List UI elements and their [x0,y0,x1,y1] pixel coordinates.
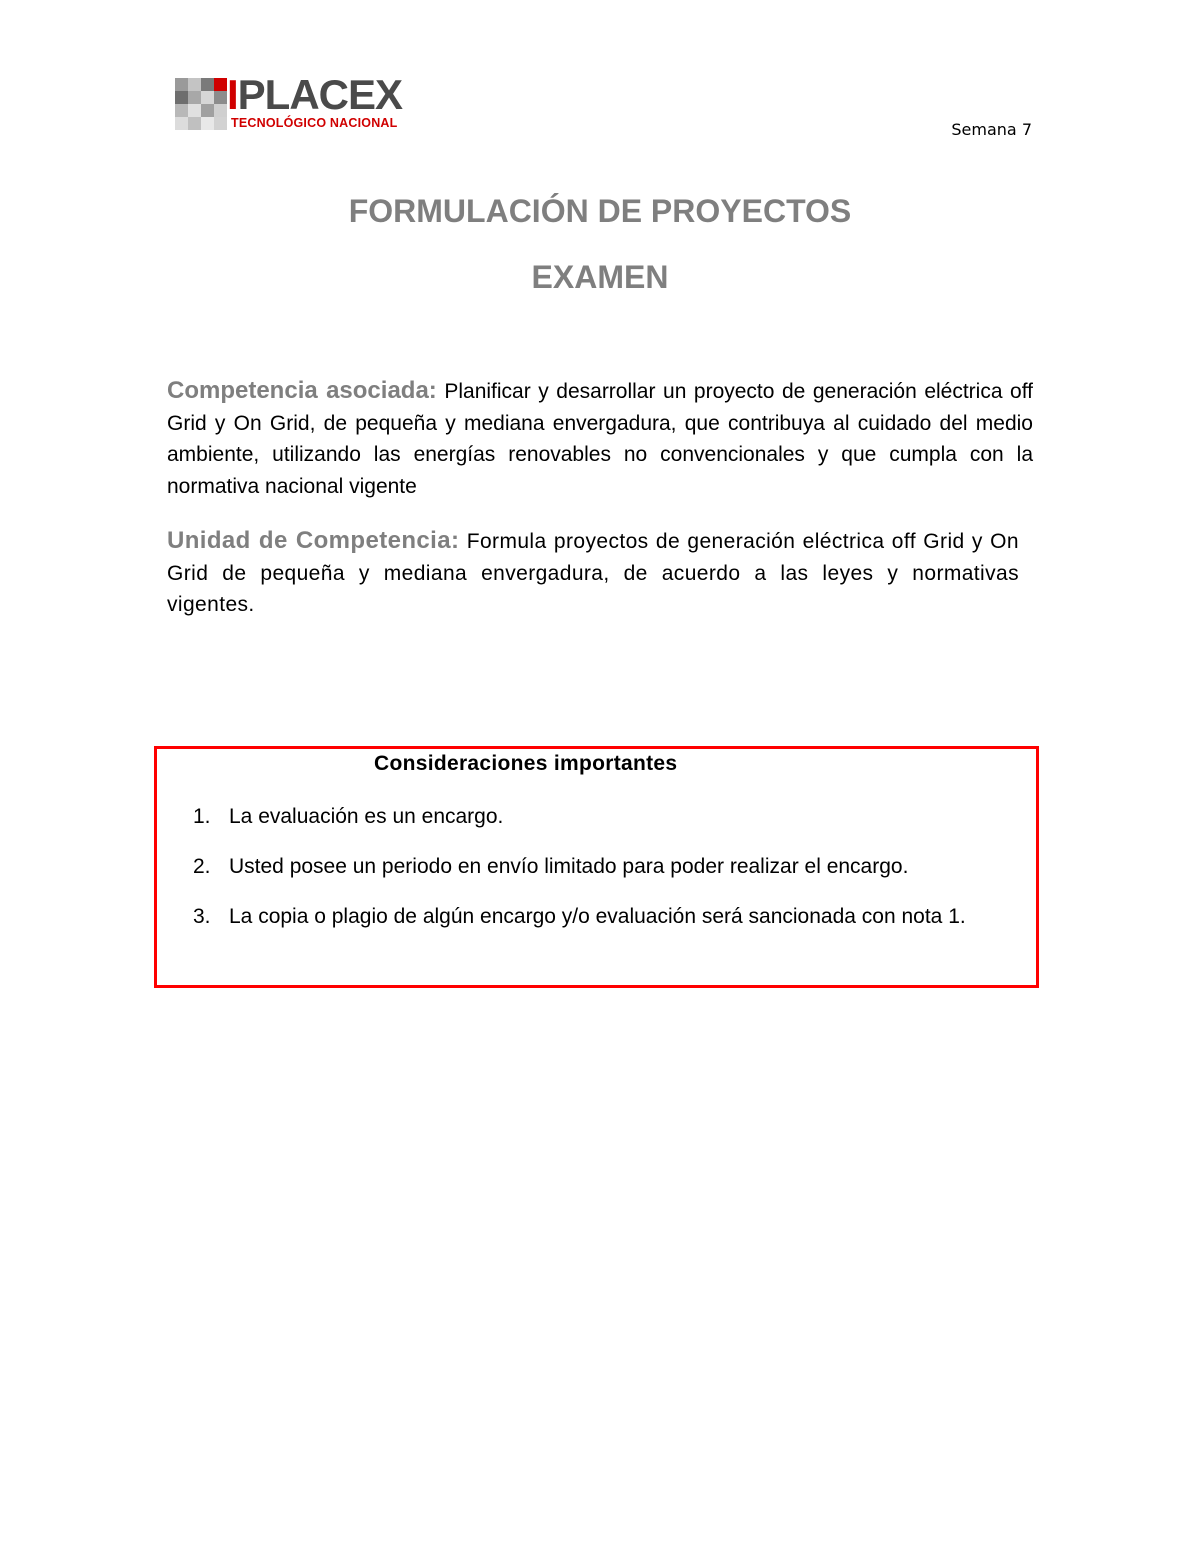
competency-unit-text: Formula proyectos de generación eléctrica off Grid y On Grid de pequeña y mediana envergadura, de acuerdo a las leyes y normativas vigentes. [167,530,1019,616]
list-item [193,851,1033,882]
list-item [193,801,1033,832]
competency-unit [167,525,1019,621]
considerations-title: Consideraciones importantes [374,752,678,775]
logo-wordmark [227,71,403,118]
week-label: Semana 7 [951,120,1032,139]
list-item-number: 1. [193,805,211,828]
list-item [193,901,1033,932]
associated-competency [167,375,1033,502]
logo-subtitle: TECNOLÓGICO NACIONAL [231,116,398,130]
associated-competency-text: Planificar y desarrollar un proyecto de generación eléctrica off Grid y On Grid, de pequeña y mediana envergadura, que contribuya al cuidado del medio ambiente, utilizando las energías renovables no convencionales y que cumpla con la normativa nacional vigente [167,380,1034,498]
list-item-text: La evaluación es un encargo. [229,805,504,828]
list-item-number: 3. [193,905,211,928]
considerations-list [193,801,1033,951]
competency-unit-label: Unidad de Competencia: [167,527,460,554]
list-item-number: 2. [193,855,211,878]
document-type-title: EXAMEN [531,259,669,295]
logo-wordmark-lead: I [227,71,238,118]
associated-competency-label: Competencia asociada: [167,377,437,404]
course-title: FORMULACIÓN DE PROYECTOS [348,193,852,229]
list-item-text: La copia o plagio de algún encargo y/o evaluación será sancionada con nota 1. [229,905,966,928]
iplacex-logo [175,71,415,134]
considerations-box [154,746,1039,988]
logo-wordmark-rest: PLACEX [237,71,403,118]
list-item-text: Usted posee un periodo en envío limitado para poder realizar el encargo. [229,855,909,878]
pixel-mosaic-icon [175,78,227,130]
